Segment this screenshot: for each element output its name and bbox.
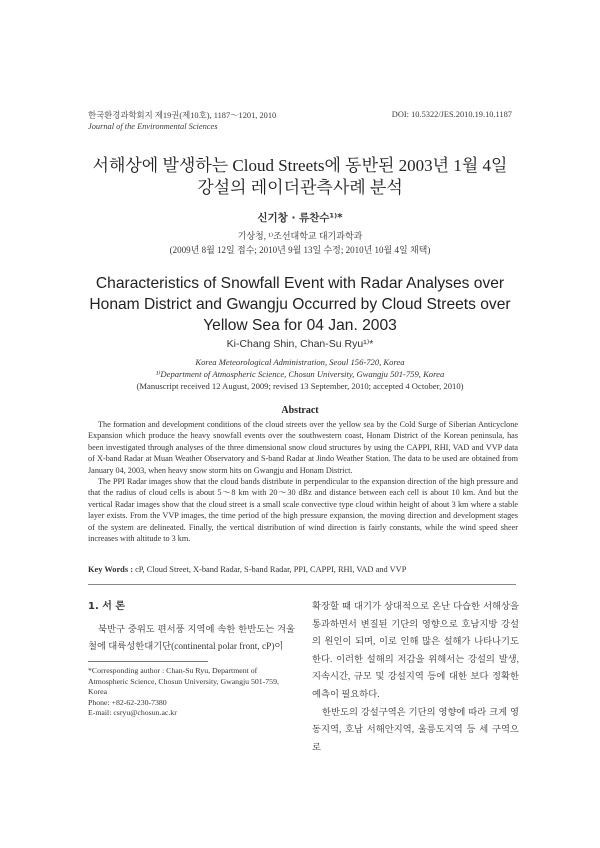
korean-title-line-1: 서해상에 발생하는 Cloud Streets에 동반된 2003년 1월 4일 [92, 156, 508, 175]
english-authors: Ki-Chang Shin, Chan-Su Ryu¹⁾* [226, 338, 374, 350]
english-title-line-3: Yellow Sea for 04 Jan. 2003 [203, 317, 397, 334]
body-paragraph: 북반구 중위도 편서풍 지역에 속한 한반도는 겨울철에 대륙성한대기단(continental polar front, cP)이 [88, 624, 295, 653]
keywords-label: Key Words : [88, 565, 133, 574]
keywords-text: cP, Cloud Street, X-band Radar, S-band Radar, PPI, CAPPI, RHI, VAD and VVP [135, 565, 407, 574]
body-paragraph-continued: 확장할 때 대기가 상대적으로 온난 다습한 서해상을 통과하면서 변질된 기단의 영향으로 호남지방 강설의 원인이 되며, 이로 인해 많은 설해가 나타나기도 한다. 이러한 설해의 저감을 위해서는 강설의 발생, 지속시간, 규모 및 강설지역 등에 대한 보다 정확한 예측이 필요하다. [312, 602, 519, 700]
korean-title [60, 155, 540, 199]
keywords [88, 565, 518, 574]
korean-dates: (2009년 8월 12일 접수; 2010년 9월 13일 수정; 2010년 10월 4일 채택) [169, 245, 431, 255]
section-divider [88, 584, 516, 585]
english-affiliation-2: ¹⁾Department of Atmospheric Science, Chosun University, Gwangju 501-759, Korea [155, 369, 445, 379]
footnote-divider [88, 661, 208, 662]
english-title-line-1: Characteristics of Snowfall Event with Radar Analyses over [95, 275, 505, 292]
abstract-paragraph-2: The PPI Radar images show that the cloud bands distribute in perpendicular to the expansion direction of the high pressure and that the radius of cloud cells is about 5～8 km with 20～30 dBz and distance between each cell is about 10 km. And but the vertical Radar images show that the cloud street is a small scale convective type cloud within height of about 3 km where a stable layer exists. From the VVP images, the time period of the high pressure expansion, the moving direction and development stages of the system are delineated. Finally, the vertical distribution of wind direction is fairly constants, while the wind speed sheer increases with altitude to 3 km. [88, 477, 518, 544]
corresponding-author-footnote [88, 666, 298, 719]
body-column-right [312, 599, 519, 757]
korean-title-line-2: 강설의 레이더관측사례 분석 [197, 178, 403, 197]
body-column-left [88, 598, 295, 657]
footnote-author: *Corresponding author : Chan-Su Ryu, Department of Atmospheric Science, Chosun University, Gwangju 501-759, Korea [88, 666, 279, 697]
english-dates: (Manuscript received 12 August, 2009; revised 13 September, 2010; accepted 4 October, 2010) [136, 381, 464, 391]
abstract-paragraph-1: The formation and development conditions of the cloud streets over the yellow sea by the Cold Surge of Siberian Anticyclone Expansion which produce the heavy snowfall events over the southwestern coast, Honam District of the Korean peninsula, has been investigated through analyses of the three dimensional snow cloud structures by using the CAPPI, RHI, VAD and VVP data of X-band Radar at Muan Weather Observatory and S-band Radar at Jindo Weather Station. The data to be used are obtained from January 04, 2003, when heavy snow storm hits on Gwangju and Honam District. [88, 420, 518, 475]
section-heading-introduction: 1. 서 론 [88, 601, 126, 612]
abstract-heading: Abstract [281, 405, 319, 416]
abstract-body [88, 419, 518, 544]
english-title [60, 273, 540, 336]
english-title-line-2: Honam District and Gwangju Occurred by Cloud Streets over [89, 296, 511, 313]
body-paragraph: 한반도의 강설구역은 기단의 영향에 따라 크게 영동지역, 호남 서해안지역, 울릉도지역 등 세 구역으로 [312, 707, 519, 753]
english-affiliation-1: Korea Meteorological Administration, Seoul 156-720, Korea [195, 357, 405, 367]
journal-header [88, 110, 276, 132]
korean-affiliation: 기상청, ¹⁾조선대학교 대기과학과 [237, 231, 363, 241]
footnote-phone: Phone: +82-62-230-7380 [88, 697, 167, 707]
journal-name-english: Journal of the Environmental Sciences [88, 122, 218, 131]
korean-authors: 신기창 · 류찬수¹⁾* [257, 212, 343, 224]
journal-name-korean: 한국환경과학회지 제19권(제10호), 1187～1201, 2010 [88, 111, 277, 120]
footnote-email: E-mail: csryu@chosun.ac.kr [88, 708, 177, 718]
doi: DOI: 10.5322/JES.2010.19.10.1187 [391, 110, 512, 119]
